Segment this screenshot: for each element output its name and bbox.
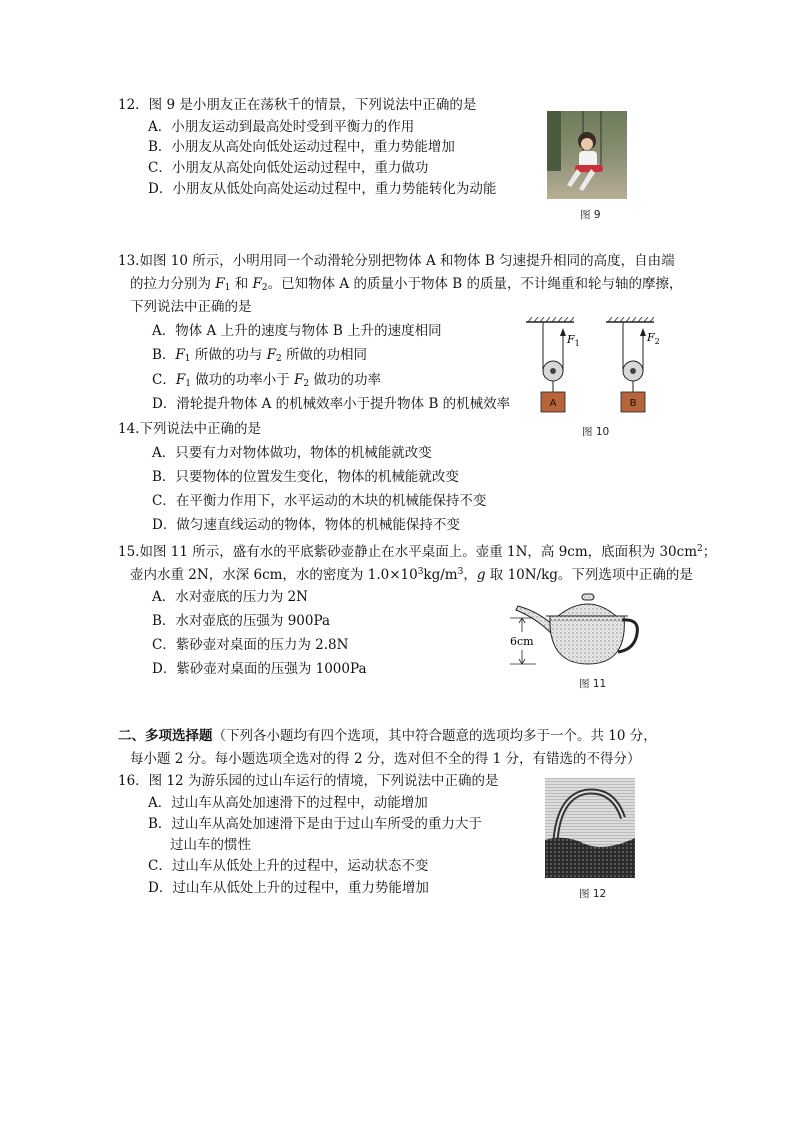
f1-label: $F_1$ (567, 333, 580, 348)
q13-stem-line3: 下列说法中正确的是 (130, 299, 252, 315)
teapot-diagram (500, 588, 640, 670)
q14-option-a: A．只要有力对物体做功，物体的机械能就改变 (152, 445, 432, 461)
q15-stem-line1: 15.如图 11 所示，盛有水的平底紫砂壶静止在水平桌面上。壶重 1N，高 9cm，底面积为 $30cm^2$； (118, 544, 717, 560)
section2-header (118, 727, 657, 745)
q15-stem-line2: 壶内水重 2N，水深 6cm，水的密度为 $1.0\times 10^3kg/m^3$，g 取 10N/kg。下列选项中正确的是 (130, 567, 693, 583)
q13-stem-line2: 的拉力分别为 $F_1$ 和 $F_2$。已知物体 A 的质量小于物体 B 的质量，不计绳重和轮与轴的摩擦， (130, 276, 683, 293)
section2-desc-line2: 每小题 2 分。每小题选项全选对的得 2 分，选对但不全的得 1 分，有错选的不得分） (130, 751, 641, 767)
q15-option-d: D．紫砂壶对桌面的压强为 1000Pa (152, 661, 367, 677)
q16-option-d: D．过山车从低处上升的过程中，重力势能增加 (148, 880, 429, 896)
figure-9-caption: 图 9 (580, 209, 601, 221)
q16-option-b-line1: B．过山车从高处加速滑下是由于过山车所受的重力大于 (148, 816, 482, 832)
q13-option-b: B．$F_1$ 所做的功与 $F_2$ 所做的功相同 (152, 347, 368, 364)
figure-12-caption: 图 12 (579, 888, 607, 900)
q13-option-a: A．物体 A 上升的速度与物体 B 上升的速度相同 (152, 323, 442, 339)
q16-option-a: A．过山车从高处加速滑下的过程中，动能增加 (148, 795, 428, 811)
q15-option-b: B．水对壶底的压强为 900Pa (152, 613, 331, 629)
q12-option-a: A．小朋友运动到最高处时受到平衡力的作用 (148, 119, 415, 135)
q12-option-d: D．小朋友从低处向高处运动过程中，重力势能转化为动能 (148, 181, 497, 197)
q16-option-c: C．过山车从低处上升的过程中，运动状态不变 (148, 858, 429, 874)
section2-desc-line1: （下列各小题均有四个选项，其中符合题意的选项均多于一个。共 10 分， (212, 728, 657, 744)
q12-option-b: B．小朋友从高处向低处运动过程中，重力势能增加 (148, 139, 455, 155)
q13-option-d: D．滑轮提升物体 A 的机械效率小于提升物体 B 的机械效率 (152, 396, 511, 412)
q12-stem: 12．图 9 是小朋友正在荡秋千的情景，下列说法中正确的是 (118, 97, 477, 113)
q14-option-c: C．在平衡力作用下，水平运动的木块的机械能保持不变 (152, 493, 487, 509)
block-b-label: B (629, 398, 637, 409)
pulley-diagram (520, 316, 680, 416)
q14-option-b: B．只要物体的位置发生变化，物体的机械能就改变 (152, 469, 459, 485)
q16-option-b-line2: 过山车的惯性 (170, 837, 251, 853)
q15-option-a: A．水对壶底的压力为 2N (152, 589, 308, 605)
figure-10-caption: 图 10 (582, 426, 610, 438)
q13-option-c: C．$F_1$ 做功的功率小于 $F_2$ 做功的功率 (152, 372, 381, 389)
q12-option-c: C．小朋友从高处向低处运动过程中，重力做功 (148, 160, 429, 176)
block-a-label: A (549, 398, 557, 409)
q13-stem-line1: 13.如图 10 所示，小明用同一个动滑轮分别把物体 A 和物体 B 匀速提升相同的高度，自由端 (118, 253, 675, 269)
q16-stem: 16．图 12 为游乐园的过山车运行的情境，下列说法中正确的是 (118, 773, 499, 789)
f2-label: $F_2$ (647, 331, 660, 346)
roller-coaster-photo (545, 778, 635, 878)
q14-option-d: D．做匀速直线运动的物体，物体的机械能保持不变 (152, 517, 460, 533)
swing-photo (547, 111, 627, 199)
section2-title: 二、多项选择题 (118, 728, 213, 744)
q15-option-c: C．紫砂壶对桌面的压力为 2.8N (152, 637, 349, 653)
depth-label: 6cm (510, 635, 534, 648)
q14-stem: 14.下列说法中正确的是 (118, 421, 261, 437)
figure-11-caption: 图 11 (579, 678, 607, 690)
